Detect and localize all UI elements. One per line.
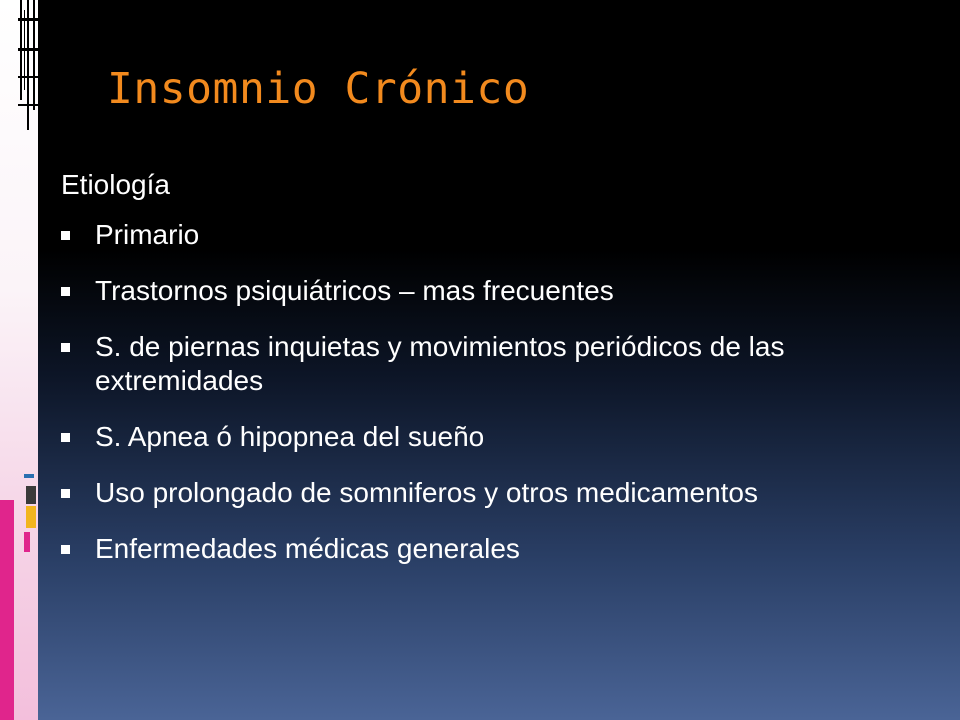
slide-body bbox=[61, 168, 921, 588]
bullet-list bbox=[61, 218, 921, 566]
square-bullet-icon bbox=[61, 231, 70, 240]
list-item bbox=[61, 330, 921, 398]
list-item-text: Uso prolongado de somniferos y otros medicamentos bbox=[95, 477, 759, 508]
list-item bbox=[61, 218, 921, 252]
square-bullet-icon bbox=[61, 343, 70, 352]
slide-title: Insomnio Crónico bbox=[107, 64, 530, 114]
list-item bbox=[61, 532, 921, 566]
list-item bbox=[61, 420, 921, 454]
list-item bbox=[61, 274, 921, 308]
square-bullet-icon bbox=[61, 433, 70, 442]
list-item-text: S. de piernas inquietas y movimientos periódicos de las extremidades bbox=[95, 331, 785, 396]
square-bullet-icon bbox=[61, 489, 70, 498]
list-item-text: Enfermedades médicas generales bbox=[95, 533, 520, 564]
list-item-text: Primario bbox=[95, 219, 200, 250]
list-item-text: Trastornos psiquiátricos – mas frecuentes bbox=[95, 275, 614, 306]
square-bullet-icon bbox=[61, 287, 70, 296]
decorative-rule-lines bbox=[0, 0, 38, 720]
section-heading: Etiología bbox=[61, 169, 170, 200]
list-item bbox=[61, 476, 921, 510]
list-item-text: S. Apnea ó hipopnea del sueño bbox=[95, 421, 485, 452]
square-bullet-icon bbox=[61, 545, 70, 554]
